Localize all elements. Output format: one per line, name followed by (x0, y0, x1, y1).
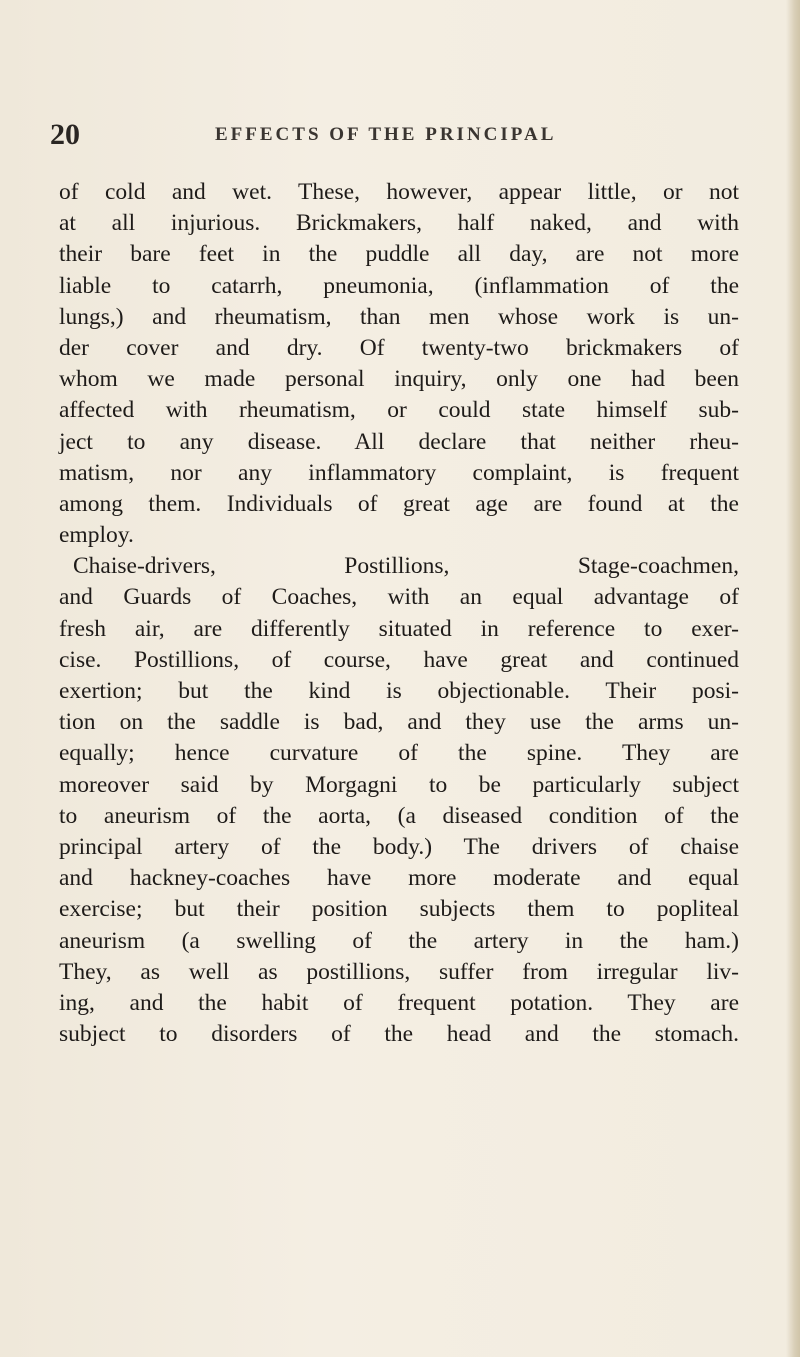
running-head: EFFECTS OF THE PRINCIPAL (215, 124, 557, 145)
page-edge-shadow (786, 0, 800, 1357)
text-line: of cold and wet. These, however, appear little, or not (59, 179, 739, 205)
text-line: ject to any disease. All declare that neither rheu- (59, 428, 739, 455)
text-line: employ. (59, 522, 134, 549)
text-line: principal artery of the body.) The drivers of chaise (59, 833, 739, 860)
text-line: liable to catarrh, pneumonia, (inflammation of the (59, 272, 739, 299)
text-line: affected with rheumatism, or could state himself sub- (59, 397, 739, 424)
text-line: der cover and dry. Of twenty-two brickmakers of (59, 334, 739, 361)
text-line: tion on the saddle is bad, and they use the arms un- (59, 709, 739, 736)
text-line: moreover said by Morgagni to be particularly subject (59, 771, 739, 798)
page-header (50, 118, 750, 154)
text-line: subject to disorders of the head and the stomach. (59, 1021, 739, 1048)
text-line: among them. Individuals of great age are found at the (59, 490, 739, 517)
page-number: 20 (50, 118, 80, 151)
text-line: cise. Postillions, of course, have great and continued (59, 646, 739, 673)
text-line: and hackney-coaches have more moderate and equal (59, 865, 739, 892)
text-line: exercise; but their position subjects them to popliteal (59, 896, 739, 923)
text-line: whom we made personal inquiry, only one had been (59, 366, 739, 393)
text-line: and Guards of Coaches, with an equal advantage of (59, 584, 739, 611)
text-line: ing, and the habit of frequent potation. They are (59, 989, 739, 1016)
text-line: at all injurious. Brickmakers, half naked, and with (59, 210, 739, 237)
body-text (59, 177, 739, 1050)
text-line: They, as well as postillions, suffer from irregular liv- (59, 958, 739, 985)
text-line: aneurism (a swelling of the artery in the ham.) (59, 927, 739, 954)
text-line: lungs,) and rheumatism, than men whose work is un- (59, 303, 739, 330)
text-line: exertion; but the kind is objectionable. Their posi- (59, 678, 739, 704)
text-line: to aneurism of the aorta, (a diseased condition of the (59, 802, 739, 829)
text-line: equally; hence curvature of the spine. They are (59, 740, 739, 767)
text-line: their bare feet in the puddle all day, are not more (59, 241, 739, 268)
section-heading-line: Chaise-drivers, Postillions, Stage-coachmen, (73, 553, 739, 580)
text-line: matism, nor any inflammatory complaint, is frequent (59, 459, 739, 486)
text-line: fresh air, are differently situated in reference to exer- (59, 615, 739, 642)
